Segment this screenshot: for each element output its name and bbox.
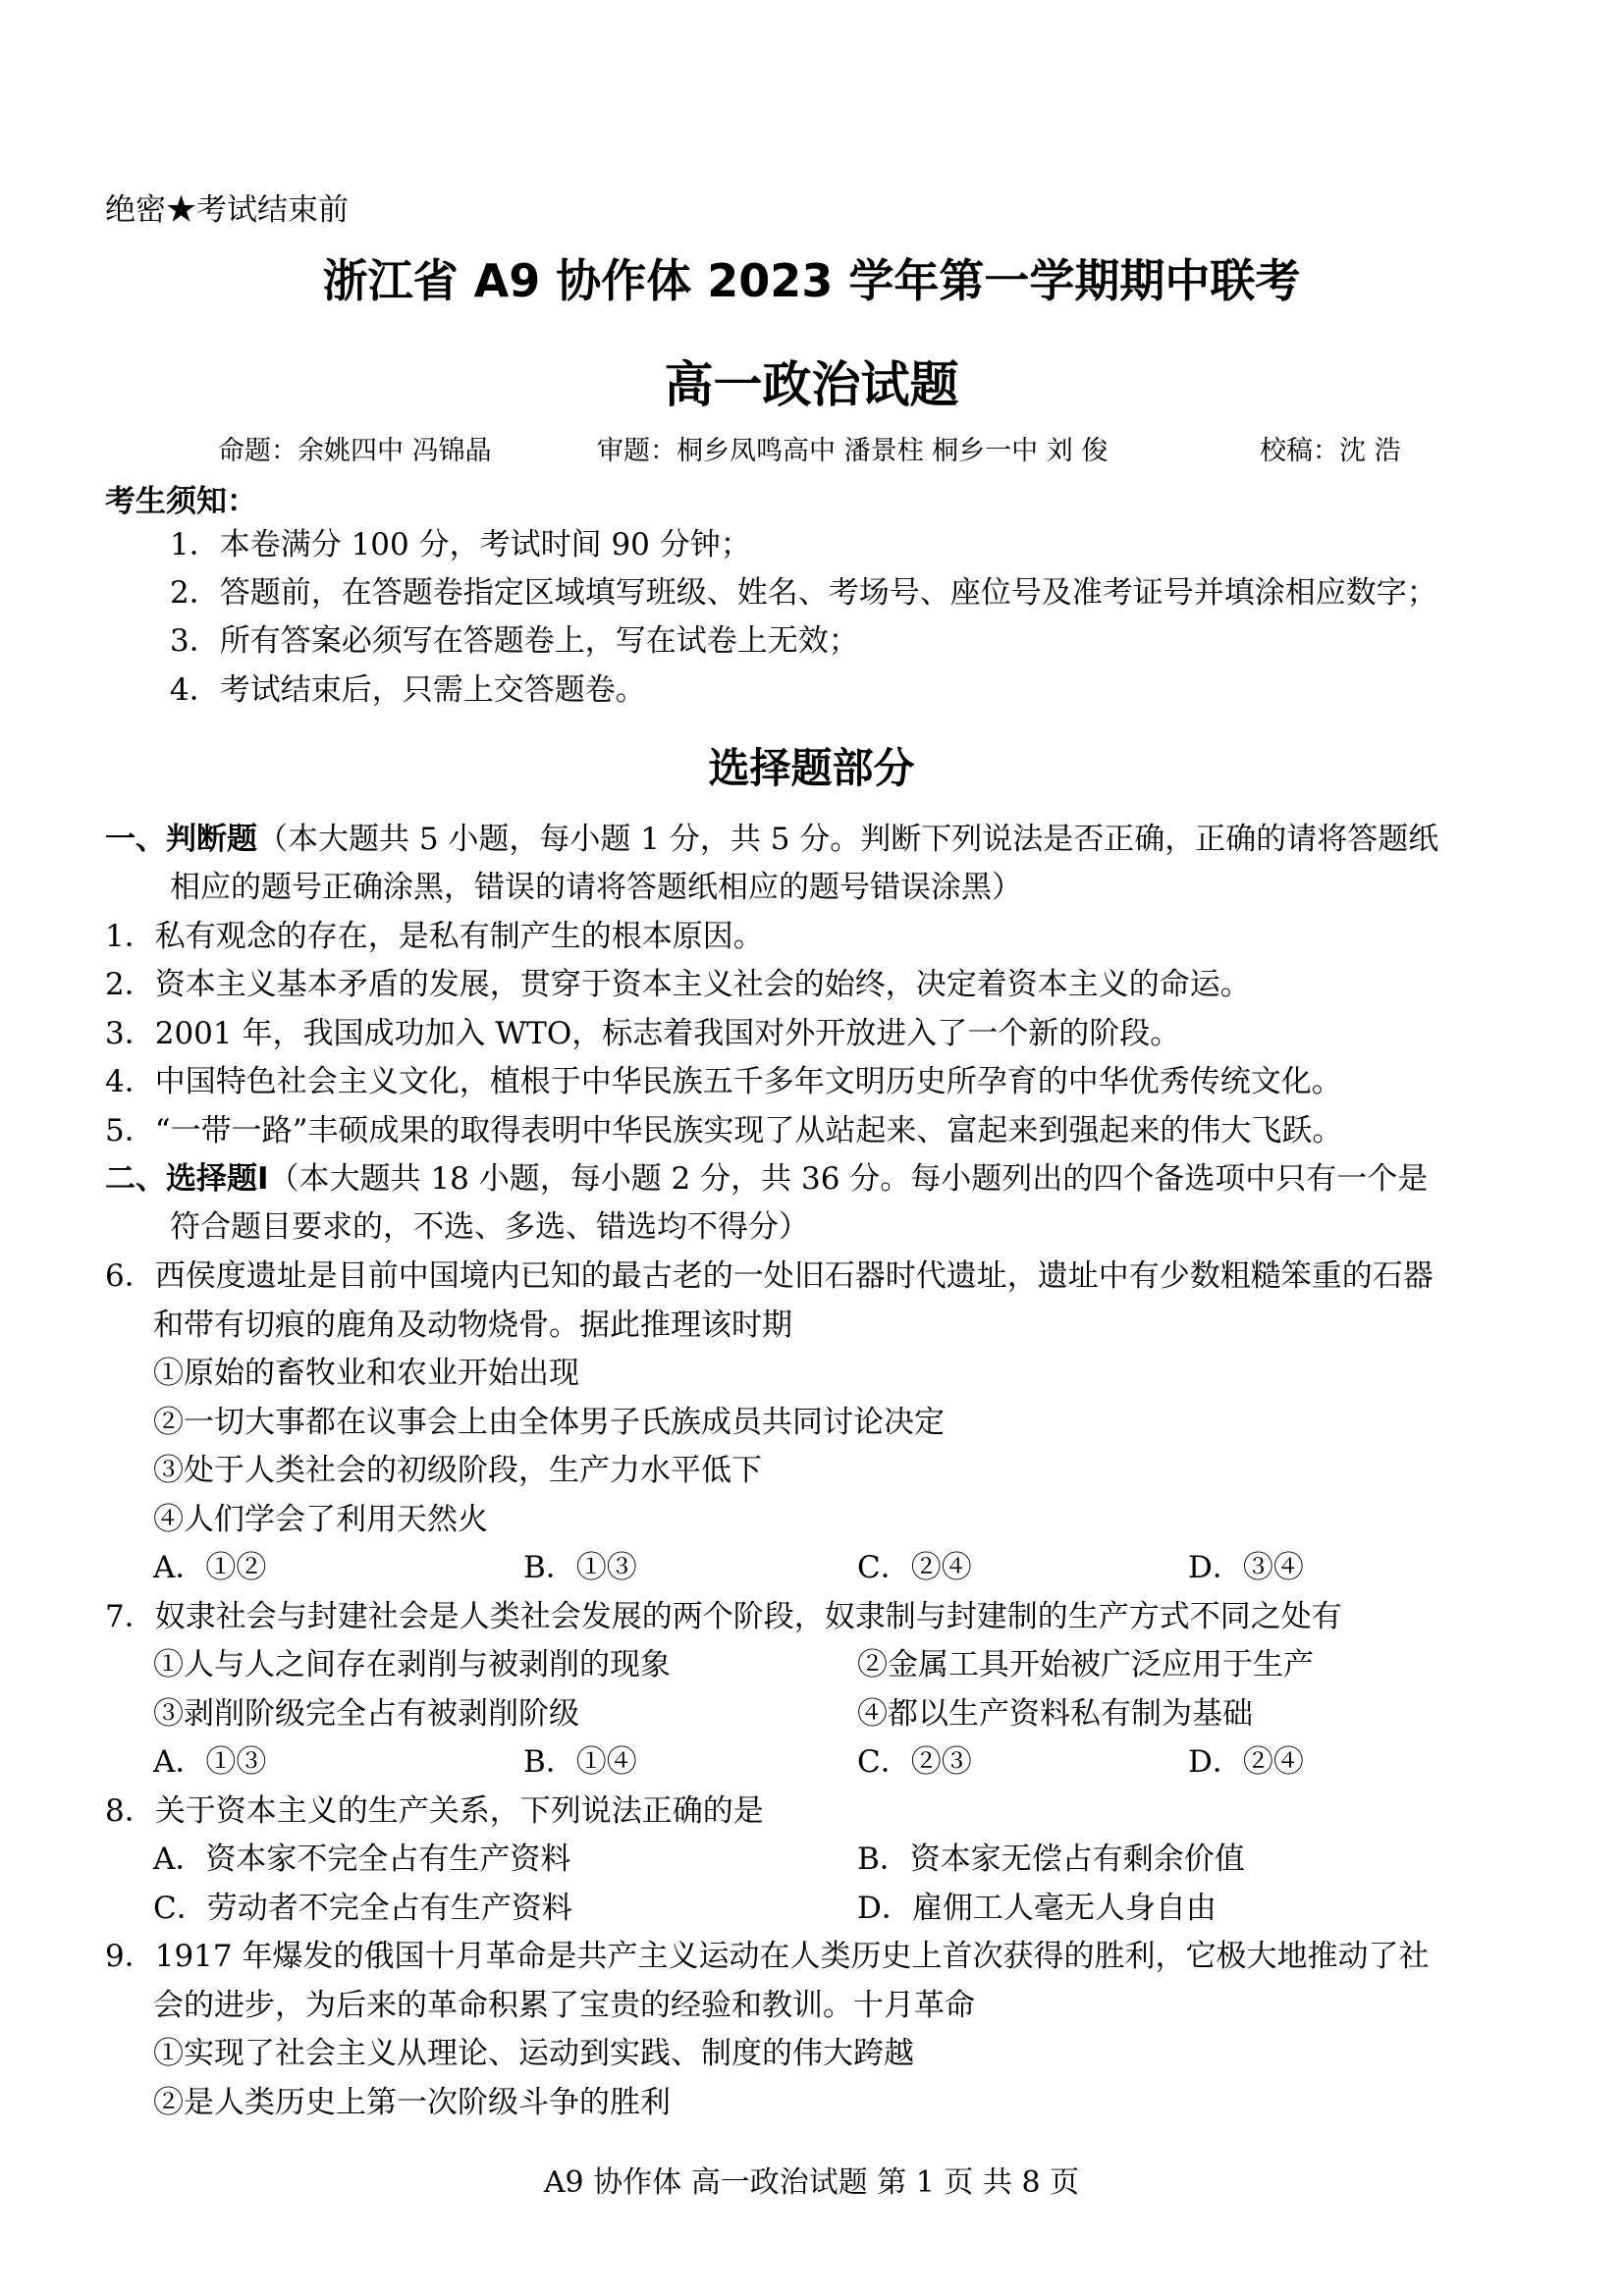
judgement-item: 1．私有观念的存在，是私有制产生的根本原因。 [105, 919, 764, 954]
q6-stem-cont: 和带有切痕的鹿角及动物烧骨。据此推理该时期 [153, 1308, 792, 1343]
q8-option-d: D．雇佣工人毫无人身自由 [857, 1891, 1217, 1926]
reviewer-credit: 审题：桐乡凤鸣高中 潘景柱 桐乡一中 刘 俊 [597, 436, 1109, 466]
section-title: 选择题部分 [708, 744, 915, 792]
q9-stem-cont: 会的进步，为后来的革命积累了宝贵的经验和教训。十月革命 [153, 1988, 975, 2023]
notice-item: 2．答题前，在答题卷指定区域填写班级、姓名、考场号、座位号及准考证号并填涂相应数字； [170, 575, 1437, 611]
q7-statement: ②金属工具开始被广泛应用于生产 [857, 1647, 1314, 1682]
notice-item: 4．考试结束后，只需上交答题卷。 [170, 672, 646, 708]
exam-title: 浙江省 A9 协作体 2023 学年第一学期期中联考 [322, 254, 1301, 307]
page-footer: A9 协作体 高一政治试题 第 1 页 共 8 页 [543, 2165, 1080, 2200]
q7-option-c: C．②③ [857, 1744, 972, 1780]
part2-instructions: （本大题共 18 小题，每小题 2 分，共 36 分。每小题列出的四个备选项中只有一个是 [268, 1161, 1429, 1197]
part2-instructions-cont: 符合题目要求的，不选、多选、错选均不得分） [170, 1209, 809, 1245]
q7-statement: ③剥削阶级完全占有被剥削阶级 [153, 1696, 579, 1732]
part1-instructions-cont: 相应的题号正确涂黑，错误的请将答题纸相应的题号错误涂黑） [170, 870, 1022, 905]
judgement-item: 2．资本主义基本矛盾的发展，贯穿于资本主义社会的始终，决定着资本主义的命运。 [105, 967, 1251, 1002]
q8-option-a: A．资本家不完全占有生产资料 [153, 1842, 571, 1877]
author-credit: 命题：余姚四中 冯锦晶 [218, 436, 492, 466]
judgement-item: 5．“一带一路”丰硕成果的取得表明中华民族实现了从站起来、富起来到强起来的伟大飞跃。 [105, 1113, 1343, 1148]
q7-statement: ④都以生产资料私有制为基础 [857, 1696, 1253, 1732]
q6-stem: 6．西侯度遗址是目前中国境内已知的最古老的一处旧石器时代遗址，遗址中有少数粗糙笨重的石器 [105, 1258, 1434, 1294]
q8-option-b: B．资本家无偿占有剩余价值 [857, 1842, 1245, 1877]
part1-instructions: （本大题共 5 小题，每小题 1 分，共 5 分。判断下列说法是否正确，正确的请将答题纸 [257, 822, 1439, 857]
q6-option-d: D．③④ [1188, 1550, 1304, 1585]
q6-statement: ①原始的畜牧业和农业开始出现 [153, 1356, 579, 1391]
part1-heading: 一、判断题 [105, 822, 257, 857]
notice-heading: 考生须知： [105, 484, 257, 519]
q7-option-a: A．①③ [153, 1744, 267, 1780]
judgement-item: 4．中国特色社会主义文化，植根于中华民族五千多年文明历史所孕育的中华优秀传统文化。 [105, 1064, 1342, 1099]
q6-statement: ②一切大事都在议事会上由全体男子氏族成员共同讨论决定 [153, 1405, 945, 1440]
q7-stem: 7．奴隶社会与封建社会是人类社会发展的两个阶段，奴隶制与封建制的生产方式不同之处有 [105, 1599, 1342, 1634]
part2-heading-line [105, 1159, 1428, 1199]
q7-option-b: B．①④ [523, 1744, 637, 1780]
q8-stem: 8．关于资本主义的生产关系，下列说法正确的是 [105, 1793, 764, 1829]
q8-option-c: C．劳动者不完全占有生产资料 [153, 1891, 572, 1926]
q6-option-a: A．①② [153, 1550, 267, 1585]
part2-heading: 二、选择题Ⅰ [105, 1161, 269, 1197]
q6-statement: ④人们学会了利用天然火 [153, 1502, 488, 1537]
judgement-item: 3．2001 年，我国成功加入 WTO，标志着我国对外开放进入了一个新的阶段。 [105, 1016, 1181, 1051]
notice-item: 3．所有答案必须写在答题卷上，写在试卷上无效； [170, 623, 859, 659]
notice-item: 1．本卷满分 100 分，考试时间 90 分钟； [170, 527, 751, 562]
q9-statement: ①实现了社会主义从理论、运动到实践、制度的伟大跨越 [153, 2036, 914, 2071]
proofreader-credit: 校稿：沈 浩 [1260, 436, 1401, 466]
q6-option-b: B．①③ [523, 1550, 637, 1585]
q7-option-d: D．②④ [1188, 1744, 1304, 1780]
part1-heading-line [105, 820, 1438, 859]
q6-option-c: C．②④ [857, 1550, 972, 1585]
exam-subject: 高一政治试题 [664, 356, 959, 413]
q9-statement: ②是人类历史上第一次阶级斗争的胜利 [153, 2085, 671, 2120]
q7-statement: ①人与人之间存在剥削与被剥削的现象 [153, 1647, 671, 1682]
confidential-label: 绝密★考试结束前 [105, 192, 349, 228]
q9-stem: 9．1917 年爆发的俄国十月革命是共产主义运动在人类历史上首次获得的胜利，它极大地推动了社 [105, 1939, 1430, 1974]
q6-statement: ③处于人类社会的初级阶段，生产力水平低下 [153, 1453, 762, 1488]
